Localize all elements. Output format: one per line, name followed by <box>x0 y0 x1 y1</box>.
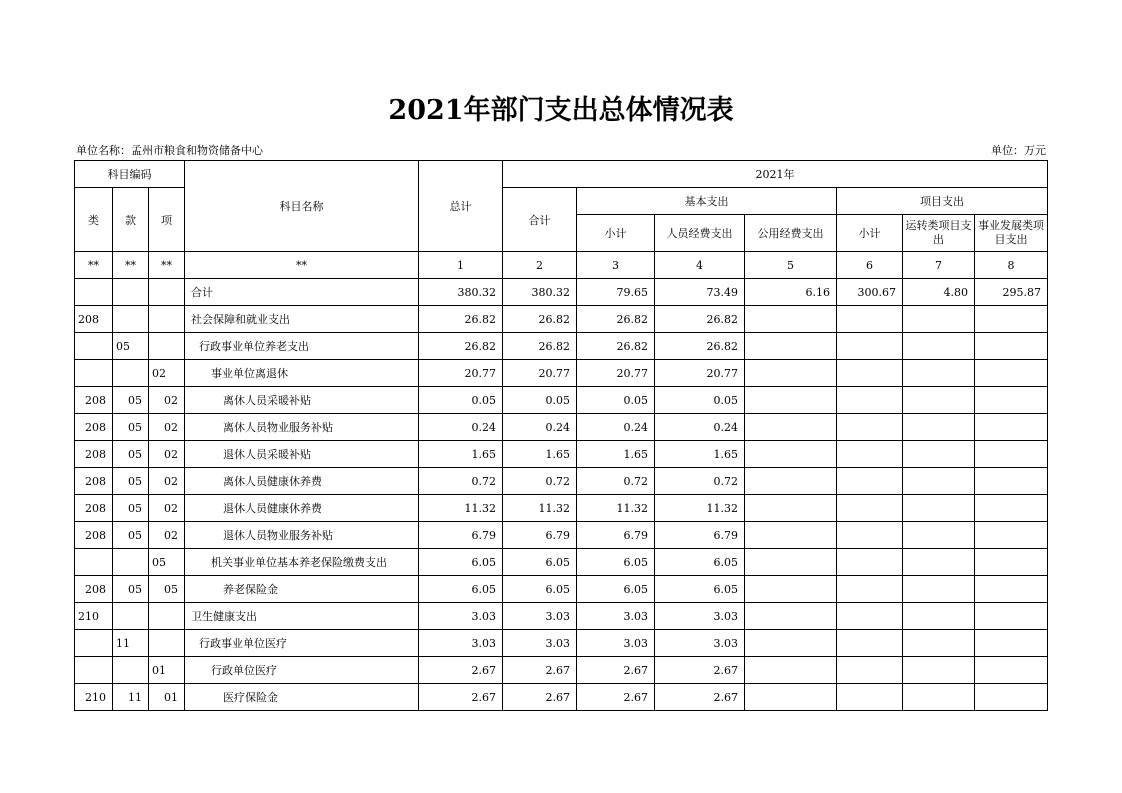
header-total: 总计 <box>419 161 503 252</box>
subject-name-cell: 行政事业单位医疗 <box>185 630 419 657</box>
amount-heji-cell: 2.67 <box>503 684 577 711</box>
amount-dev-cell <box>975 414 1048 441</box>
table-row <box>75 657 1048 684</box>
amount-total-cell: 0.72 <box>419 468 503 495</box>
subject-name-cell: 行政事业单位养老支出 <box>185 333 419 360</box>
amount-total-cell: 1.65 <box>419 441 503 468</box>
index-row <box>75 252 1048 279</box>
amount-personnel-cell: 6.05 <box>655 576 745 603</box>
amount-dev-cell <box>975 684 1048 711</box>
amount-personnel-cell: 73.49 <box>655 279 745 306</box>
amount-transfer-cell <box>903 684 975 711</box>
amount-psub-cell <box>837 441 903 468</box>
code-xiang-cell: 02 <box>149 495 185 522</box>
index-cell: 6 <box>837 252 903 279</box>
amount-heji-cell: 26.82 <box>503 306 577 333</box>
header-public: 公用经费支出 <box>745 215 837 252</box>
code-xiang-cell <box>149 279 185 306</box>
index-cell: 1 <box>419 252 503 279</box>
subject-name-cell: 养老保险金 <box>185 576 419 603</box>
unit-name: 单位名称：孟州市粮食和物资储备中心 <box>76 144 263 157</box>
amount-personnel-cell: 3.03 <box>655 603 745 630</box>
amount-personnel-cell: 3.03 <box>655 630 745 657</box>
subject-name-cell: 离休人员采暖补贴 <box>185 387 419 414</box>
amount-heji-cell: 6.05 <box>503 549 577 576</box>
amount-sub-cell: 20.77 <box>577 360 655 387</box>
table-row <box>75 495 1048 522</box>
header-development: 事业发展类项目支出 <box>975 215 1048 252</box>
code-kuan-cell: 05 <box>113 522 149 549</box>
amount-psub-cell <box>837 468 903 495</box>
amount-transfer-cell <box>903 360 975 387</box>
table-row <box>75 387 1048 414</box>
amount-total-cell: 0.05 <box>419 387 503 414</box>
amount-public-cell <box>745 630 837 657</box>
amount-heji-cell: 0.05 <box>503 387 577 414</box>
table-row <box>75 360 1048 387</box>
code-lei-cell: 210 <box>75 603 113 630</box>
amount-dev-cell <box>975 495 1048 522</box>
subject-name-cell: 合计 <box>185 279 419 306</box>
amount-heji-cell: 1.65 <box>503 441 577 468</box>
amount-transfer-cell <box>903 603 975 630</box>
subject-name-cell: 退休人员采暖补贴 <box>185 441 419 468</box>
amount-public-cell <box>745 522 837 549</box>
index-cell: ** <box>149 252 185 279</box>
code-kuan-cell <box>113 657 149 684</box>
amount-transfer-cell <box>903 468 975 495</box>
amount-psub-cell <box>837 333 903 360</box>
table-row <box>75 306 1048 333</box>
amount-dev-cell <box>975 549 1048 576</box>
amount-public-cell <box>745 576 837 603</box>
amount-sub-cell: 1.65 <box>577 441 655 468</box>
amount-personnel-cell: 0.24 <box>655 414 745 441</box>
amount-dev-cell <box>975 630 1048 657</box>
amount-dev-cell <box>975 360 1048 387</box>
code-kuan-cell <box>113 549 149 576</box>
amount-heji-cell: 3.03 <box>503 603 577 630</box>
subject-name-cell: 离休人员物业服务补贴 <box>185 414 419 441</box>
code-lei-cell: 208 <box>75 414 113 441</box>
code-xiang-cell <box>149 630 185 657</box>
header-project-subtotal: 小计 <box>837 215 903 252</box>
amount-public-cell <box>745 603 837 630</box>
amount-heji-cell: 2.67 <box>503 657 577 684</box>
amount-dev-cell <box>975 603 1048 630</box>
amount-psub-cell <box>837 603 903 630</box>
expenditure-table <box>74 160 1048 711</box>
header-transfer: 运转类项目支出 <box>903 215 975 252</box>
subject-name-cell: 退休人员物业服务补贴 <box>185 522 419 549</box>
header-project: 项目支出 <box>837 188 1048 215</box>
table-row <box>75 603 1048 630</box>
amount-public-cell <box>745 495 837 522</box>
table-row <box>75 441 1048 468</box>
code-kuan-cell <box>113 603 149 630</box>
table-row <box>75 468 1048 495</box>
amount-sub-cell: 3.03 <box>577 603 655 630</box>
amount-personnel-cell: 6.05 <box>655 549 745 576</box>
header-kuan: 款 <box>113 188 149 252</box>
amount-public-cell <box>745 414 837 441</box>
table-row <box>75 549 1048 576</box>
code-kuan-cell: 05 <box>113 333 149 360</box>
amount-transfer-cell: 4.80 <box>903 279 975 306</box>
amount-psub-cell <box>837 684 903 711</box>
amount-sub-cell: 3.03 <box>577 630 655 657</box>
amount-public-cell <box>745 306 837 333</box>
amount-public-cell <box>745 468 837 495</box>
amount-psub-cell <box>837 576 903 603</box>
code-lei-cell: 208 <box>75 576 113 603</box>
table-row <box>75 684 1048 711</box>
index-cell: 4 <box>655 252 745 279</box>
subject-name-cell: 机关事业单位基本养老保险缴费支出 <box>185 549 419 576</box>
amount-transfer-cell <box>903 441 975 468</box>
amount-heji-cell: 0.72 <box>503 468 577 495</box>
amount-psub-cell <box>837 414 903 441</box>
code-kuan-cell <box>113 360 149 387</box>
amount-total-cell: 2.67 <box>419 657 503 684</box>
amount-heji-cell: 3.03 <box>503 630 577 657</box>
amount-transfer-cell <box>903 495 975 522</box>
amount-total-cell: 26.82 <box>419 306 503 333</box>
amount-transfer-cell <box>903 387 975 414</box>
code-kuan-cell <box>113 279 149 306</box>
subject-name-cell: 社会保障和就业支出 <box>185 306 419 333</box>
amount-public-cell <box>745 360 837 387</box>
amount-psub-cell <box>837 549 903 576</box>
code-xiang-cell <box>149 603 185 630</box>
amount-dev-cell <box>975 306 1048 333</box>
code-lei-cell <box>75 549 113 576</box>
amount-sub-cell: 26.82 <box>577 306 655 333</box>
amount-dev-cell <box>975 441 1048 468</box>
subject-name-cell: 离休人员健康休养费 <box>185 468 419 495</box>
amount-sub-cell: 79.65 <box>577 279 655 306</box>
code-xiang-cell: 02 <box>149 522 185 549</box>
code-kuan-cell: 11 <box>113 630 149 657</box>
amount-personnel-cell: 6.79 <box>655 522 745 549</box>
index-cell: 5 <box>745 252 837 279</box>
amount-total-cell: 6.05 <box>419 576 503 603</box>
amount-public-cell <box>745 549 837 576</box>
amount-transfer-cell <box>903 657 975 684</box>
code-kuan-cell <box>113 306 149 333</box>
index-cell: ** <box>113 252 149 279</box>
amount-public-cell <box>745 657 837 684</box>
amount-sub-cell: 2.67 <box>577 657 655 684</box>
amount-public-cell <box>745 333 837 360</box>
code-xiang-cell <box>149 333 185 360</box>
table-row <box>75 414 1048 441</box>
amount-sub-cell: 2.67 <box>577 684 655 711</box>
index-cell: ** <box>185 252 419 279</box>
code-lei-cell <box>75 360 113 387</box>
amount-heji-cell: 20.77 <box>503 360 577 387</box>
amount-sub-cell: 0.24 <box>577 414 655 441</box>
amount-heji-cell: 6.05 <box>503 576 577 603</box>
amount-sub-cell: 11.32 <box>577 495 655 522</box>
code-kuan-cell: 05 <box>113 576 149 603</box>
amount-heji-cell: 6.79 <box>503 522 577 549</box>
index-cell: 7 <box>903 252 975 279</box>
amount-dev-cell: 295.87 <box>975 279 1048 306</box>
code-kuan-cell: 05 <box>113 495 149 522</box>
amount-public-cell: 6.16 <box>745 279 837 306</box>
amount-personnel-cell: 0.72 <box>655 468 745 495</box>
header-basic-subtotal: 小计 <box>577 215 655 252</box>
amount-total-cell: 11.32 <box>419 495 503 522</box>
amount-total-cell: 380.32 <box>419 279 503 306</box>
amount-transfer-cell <box>903 414 975 441</box>
amount-total-cell: 26.82 <box>419 333 503 360</box>
amount-sub-cell: 0.05 <box>577 387 655 414</box>
unit-of-measure: 单位：万元 <box>991 144 1046 157</box>
amount-personnel-cell: 2.67 <box>655 657 745 684</box>
amount-psub-cell <box>837 495 903 522</box>
amount-dev-cell <box>975 576 1048 603</box>
header-subject-name: 科目名称 <box>185 161 419 252</box>
amount-dev-cell <box>975 657 1048 684</box>
code-xiang-cell: 01 <box>149 657 185 684</box>
code-lei-cell: 208 <box>75 495 113 522</box>
subject-name-cell: 事业单位离退休 <box>185 360 419 387</box>
code-kuan-cell: 05 <box>113 387 149 414</box>
code-kuan-cell: 05 <box>113 441 149 468</box>
code-xiang-cell: 02 <box>149 414 185 441</box>
code-lei-cell <box>75 630 113 657</box>
amount-psub-cell <box>837 360 903 387</box>
amount-total-cell: 3.03 <box>419 630 503 657</box>
index-cell: 3 <box>577 252 655 279</box>
amount-public-cell <box>745 387 837 414</box>
table-row <box>75 576 1048 603</box>
amount-personnel-cell: 20.77 <box>655 360 745 387</box>
code-lei-cell: 210 <box>75 684 113 711</box>
code-lei-cell: 208 <box>75 441 113 468</box>
code-lei-cell <box>75 657 113 684</box>
amount-sub-cell: 0.72 <box>577 468 655 495</box>
header-lei: 类 <box>75 188 113 252</box>
amount-psub-cell <box>837 306 903 333</box>
amount-total-cell: 0.24 <box>419 414 503 441</box>
amount-transfer-cell <box>903 630 975 657</box>
page-title: 2021年部门支出总体情况表 <box>388 95 734 126</box>
code-kuan-cell: 11 <box>113 684 149 711</box>
index-cell: ** <box>75 252 113 279</box>
code-xiang-cell: 02 <box>149 441 185 468</box>
amount-transfer-cell <box>903 576 975 603</box>
header-personnel: 人员经费支出 <box>655 215 745 252</box>
amount-total-cell: 2.67 <box>419 684 503 711</box>
amount-psub-cell <box>837 630 903 657</box>
code-xiang-cell: 05 <box>149 576 185 603</box>
amount-psub-cell <box>837 522 903 549</box>
code-lei-cell <box>75 279 113 306</box>
amount-total-cell: 20.77 <box>419 360 503 387</box>
code-lei-cell: 208 <box>75 306 113 333</box>
amount-transfer-cell <box>903 522 975 549</box>
amount-psub-cell <box>837 387 903 414</box>
subject-name-cell: 医疗保险金 <box>185 684 419 711</box>
code-xiang-cell <box>149 306 185 333</box>
amount-sub-cell: 26.82 <box>577 333 655 360</box>
amount-dev-cell <box>975 522 1048 549</box>
amount-heji-cell: 0.24 <box>503 414 577 441</box>
code-kuan-cell: 05 <box>113 414 149 441</box>
amount-psub-cell <box>837 657 903 684</box>
amount-heji-cell: 380.32 <box>503 279 577 306</box>
subject-name-cell: 退休人员健康休养费 <box>185 495 419 522</box>
amount-dev-cell <box>975 333 1048 360</box>
header-heji: 合计 <box>503 188 577 252</box>
table-row <box>75 630 1048 657</box>
code-xiang-cell: 02 <box>149 468 185 495</box>
amount-dev-cell <box>975 387 1048 414</box>
amount-personnel-cell: 1.65 <box>655 441 745 468</box>
amount-sub-cell: 6.05 <box>577 576 655 603</box>
amount-total-cell: 6.05 <box>419 549 503 576</box>
amount-total-cell: 3.03 <box>419 603 503 630</box>
code-lei-cell <box>75 333 113 360</box>
code-lei-cell: 208 <box>75 387 113 414</box>
code-xiang-cell: 05 <box>149 549 185 576</box>
subject-name-cell: 行政单位医疗 <box>185 657 419 684</box>
amount-total-cell: 6.79 <box>419 522 503 549</box>
header-basic: 基本支出 <box>577 188 837 215</box>
code-xiang-cell: 01 <box>149 684 185 711</box>
code-lei-cell: 208 <box>75 522 113 549</box>
subject-name-cell: 卫生健康支出 <box>185 603 419 630</box>
amount-personnel-cell: 0.05 <box>655 387 745 414</box>
amount-transfer-cell <box>903 549 975 576</box>
amount-public-cell <box>745 441 837 468</box>
amount-heji-cell: 26.82 <box>503 333 577 360</box>
amount-sub-cell: 6.79 <box>577 522 655 549</box>
amount-personnel-cell: 26.82 <box>655 306 745 333</box>
amount-heji-cell: 11.32 <box>503 495 577 522</box>
amount-public-cell <box>745 684 837 711</box>
amount-psub-cell: 300.67 <box>837 279 903 306</box>
table-row <box>75 522 1048 549</box>
amount-personnel-cell: 2.67 <box>655 684 745 711</box>
amount-personnel-cell: 11.32 <box>655 495 745 522</box>
amount-sub-cell: 6.05 <box>577 549 655 576</box>
table-row <box>75 333 1048 360</box>
header-xiang: 项 <box>149 188 185 252</box>
header-year: 2021年 <box>503 161 1048 188</box>
code-kuan-cell: 05 <box>113 468 149 495</box>
amount-dev-cell <box>975 468 1048 495</box>
index-cell: 2 <box>503 252 577 279</box>
code-lei-cell: 208 <box>75 468 113 495</box>
amount-transfer-cell <box>903 306 975 333</box>
header-row-1 <box>75 161 1048 188</box>
index-cell: 8 <box>975 252 1048 279</box>
table-row <box>75 279 1048 306</box>
code-xiang-cell: 02 <box>149 360 185 387</box>
amount-transfer-cell <box>903 333 975 360</box>
code-xiang-cell: 02 <box>149 387 185 414</box>
amount-personnel-cell: 26.82 <box>655 333 745 360</box>
header-subject-code: 科目编码 <box>75 161 185 188</box>
